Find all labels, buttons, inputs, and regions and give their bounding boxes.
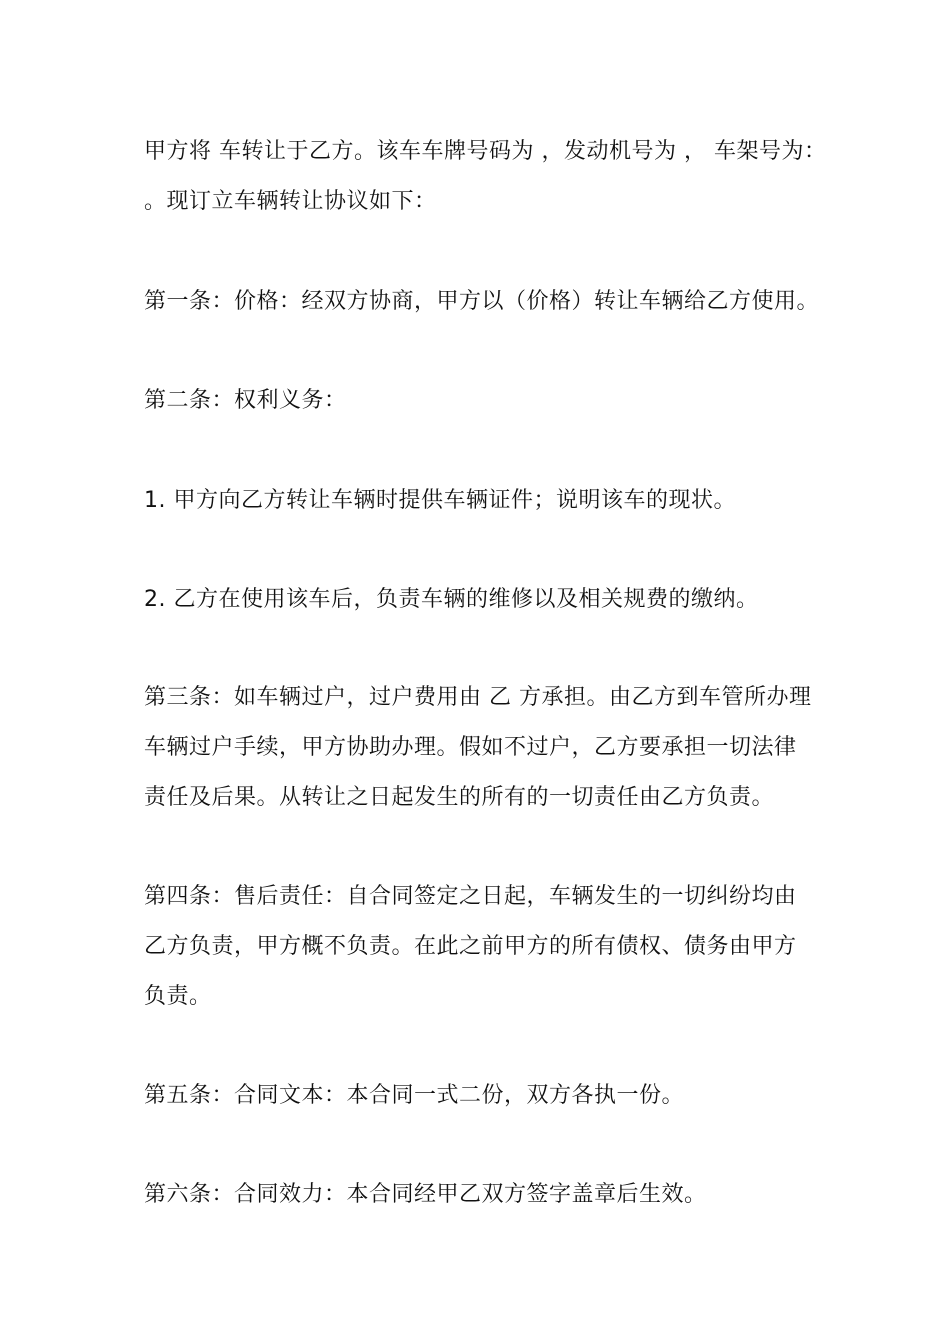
text-line: 第四条：售后责任：自合同签定之日起，车辆发生的一切纠纷均由 (144, 884, 797, 909)
article-2-heading (144, 376, 814, 426)
article-2-item-1 (144, 476, 814, 526)
text-line: 乙方负责，甲方概不负责。在此之前甲方的所有债权、债务由甲方 (144, 934, 797, 959)
text-line: 第三条：如车辆过户，过户费用由 乙 方承担。由乙方到车管所办理 (144, 685, 812, 710)
text-line: 。现订立车辆转让协议如下： (144, 189, 437, 214)
article-5-copies (144, 1071, 814, 1121)
article-4-after-sales (144, 872, 814, 1022)
article-1-price (144, 277, 820, 327)
text-line: 车辆过户手续，甲方协助办理。假如不过户，乙方要承担一切法律 (144, 735, 797, 760)
text-line: 1. 甲方向乙方转让车辆时提供车辆证件；说明该车的现状。 (144, 488, 736, 513)
text-line: 第五条：合同文本：本合同一式二份，双方各执一份。 (144, 1083, 685, 1108)
text-line: 第一条：价格：经双方协商，甲方以（价格）转让车辆给乙方使用。 (144, 289, 820, 314)
text-line: 第六条：合同效力：本合同经甲乙双方签字盖章后生效。 (144, 1182, 707, 1207)
article-3-transfer (144, 673, 814, 823)
article-2-item-2 (144, 575, 814, 625)
text-line: 2. 乙方在使用该车后，负责车辆的维修以及相关规费的缴纳。 (144, 587, 759, 612)
text-line: 负责。 (144, 984, 212, 1009)
intro-paragraph (144, 127, 827, 227)
text-line: 甲方将 车转让于乙方。该车车牌号码为 ，发动机号为 ， 车架号为： (144, 139, 827, 164)
article-6-effect (144, 1170, 814, 1220)
text-line: 责任及后果。从转让之日起发生的所有的一切责任由乙方负责。 (144, 785, 775, 810)
text-line: 第二条：权利义务： (144, 388, 347, 413)
